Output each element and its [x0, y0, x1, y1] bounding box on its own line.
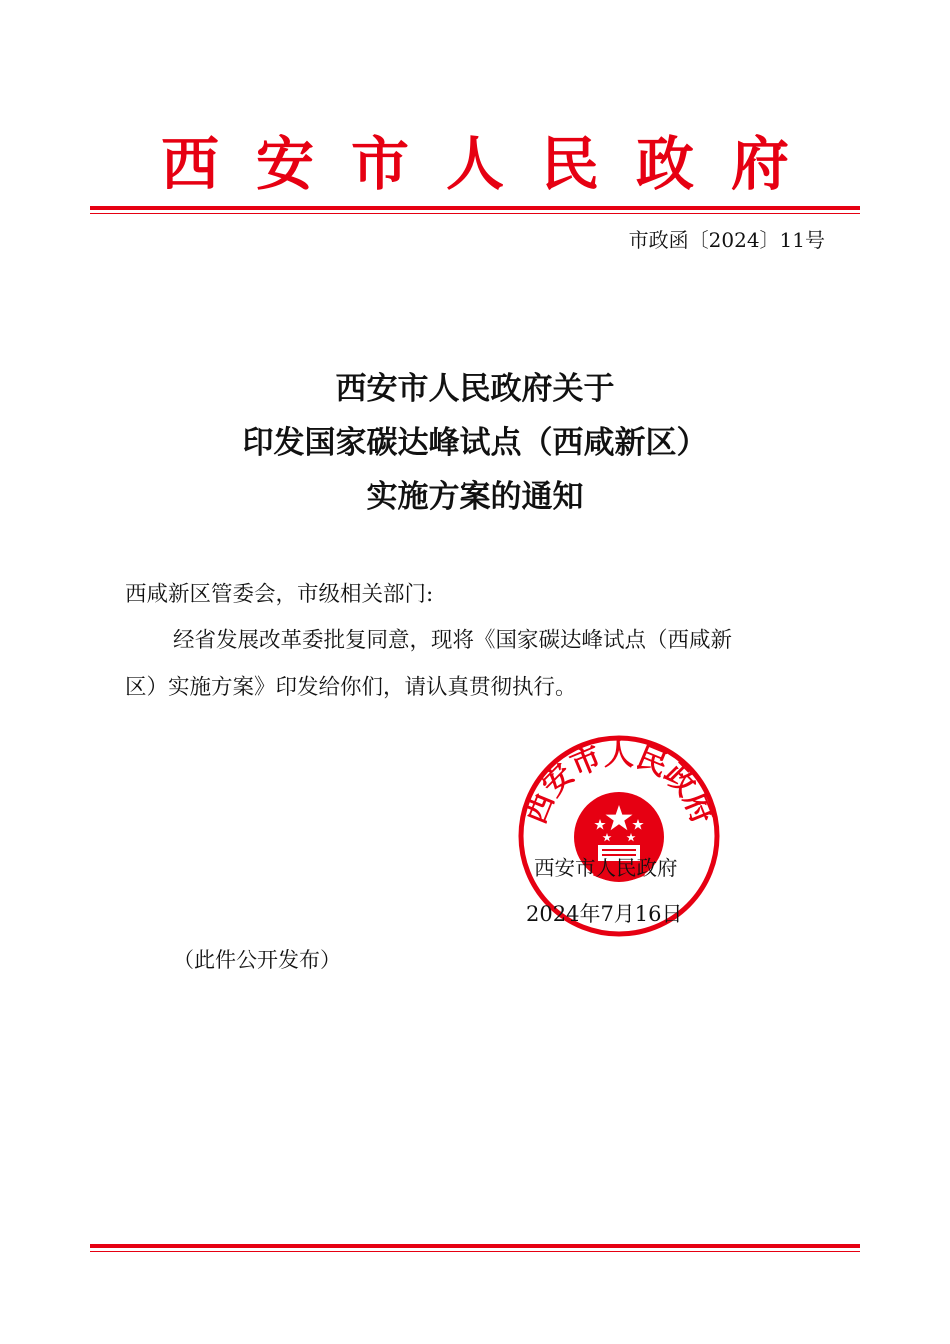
header-rule-thick — [90, 206, 860, 210]
footer-rule-thin — [90, 1251, 860, 1253]
addressee: 西咸新区管委会，市级相关部门: — [125, 582, 434, 607]
issuer-name: 西安市人民政府 — [160, 130, 826, 198]
title-line-1: 西安市人民政府关于 — [335, 371, 615, 407]
document-title — [90, 362, 860, 524]
body-paragraph-line-1: 经省发展改革委批复同意，现将《国家碳达峰试点（西咸新 — [173, 628, 733, 653]
body-paragraph-line-2: 区）实施方案》印发给你们，请认真贯彻执行。 — [125, 675, 577, 700]
title-line-3: 实施方案的通知 — [366, 479, 584, 515]
signing-organization: 西安市人民政府 — [534, 856, 678, 880]
seal-arc-text: 西安市人民政府 — [517, 737, 721, 829]
title-line-2: 印发国家碳达峰试点（西咸新区） — [242, 425, 708, 461]
document-number: 市政函〔2024〕11号 — [628, 228, 825, 252]
public-release-note: （此件公开发布） — [173, 948, 341, 972]
signing-date: 2024年7月16日 — [526, 902, 683, 926]
header-rule-thin — [90, 213, 860, 215]
footer-rule-thick — [90, 1244, 860, 1248]
